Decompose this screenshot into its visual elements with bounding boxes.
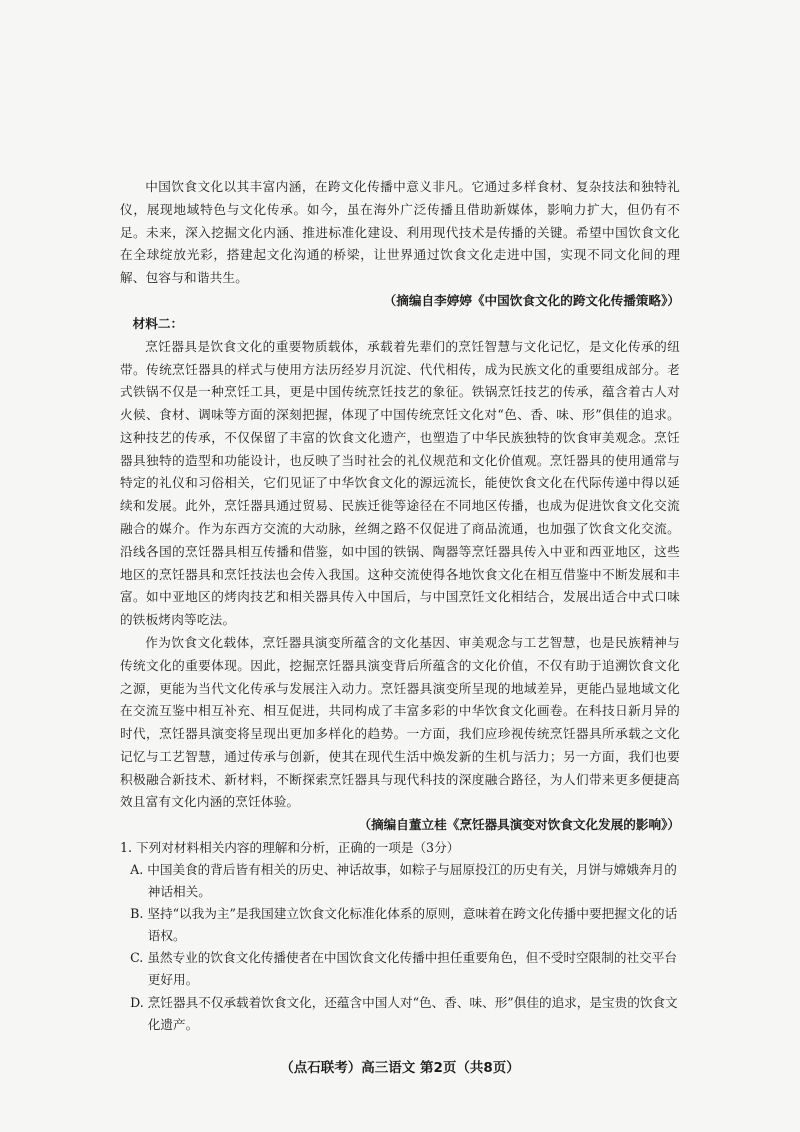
option-d[interactable]: D. 烹饪器具不仅承载着饮食文化，还蕴含中国人对“色、香、味、形”俱佳的追求，是宝贵的饮食文化遗产。: [130, 994, 678, 1032]
question-one-stem: 1. 下列对材料相关内容的理解和分析，正确的一项是（3分）: [120, 840, 460, 855]
option-a[interactable]: A. 中国美食的背后皆有相关的历史、神话故事，如粽子与屈原投江的历史有关，月饼与嫦娥奔月的神话相关。: [130, 862, 677, 900]
option-c[interactable]: C. 虽然专业的饮食文化传播使者在中国饮食文化传播中担任重要角色，但不受时空限制的社交平台更好用。: [130, 950, 677, 988]
passage-one-paragraph: 中国饮食文化以其丰富内涵，在跨文化传播中意义非凡。它通过多样食材、复杂技法和独特礼仪，展现地域特色与文化传承。如今，虽在海外广泛传播且借助新媒体，影响力扩大，但仍有不足。未来，深入挖掘文化内涵、推进标准化建设、利用现代技术是传播的关键。希望中国饮食文化在全球绽放光彩，搭建起文化沟通的桥梁，让世界通过饮食文化走进中国，实现不同文化间的理解、包容与和谐共生。: [120, 179, 680, 286]
passage-two-source: （摘编自董立桂《烹饪器具演变对饮食文化发展的影响》）: [358, 817, 680, 833]
passage-one-source: （摘编自李婷婷《中国饮食文化的跨文化传播策略》）: [383, 292, 680, 308]
material-two-label: 材料二：: [132, 316, 184, 331]
option-b[interactable]: B. 坚持“以我为主”是我国建立饮食文化标准化体系的原则，意味着在跨文化传播中要把握文化的话语权。: [130, 906, 678, 944]
page-footer: （点石联考）高三语文 第2页（共8页）: [280, 1060, 520, 1076]
passage-two-paragraph-1: 烹饪器具是饮食文化的重要物质载体，承载着先辈们的烹饪智慧与文化记忆，是文化传承的纽带。传统烹饪器具的样式与使用方法历经岁月沉淀、代代相传，成为民族文化的重要组成部分。老式铁锅不仅是一种烹饪工具，更是中国传统烹饪技艺的象征。铁锅烹饪技艺的传承，蕴含着古人对火候、食材、调味等方面的深刻把握，体现了中国传统烹饪文化对“色、香、味、形”俱佳的追求。这种技艺的传承，不仅保留了丰富的饮食文化遗产，也塑造了中华民族独特的饮食审美观念。烹饪器具独特的造型和功能设计，也反映了当时社会的礼仪规范和文化价值观。烹饪器具的使用通常与特定的礼仪和习俗相关，它们见证了中华饮食文化的源远流长，能使饮食文化在代际传递中得以延续和发展。此外，烹饪器具通过贸易、民族迁徙等途径在不同地区传播，也成为促进饮食文化交流融合的媒介。作为东西方交流的大动脉，丝绸之路不仅促进了商品流通，也加强了饮食文化交流。沿线各国的烹饪器具相互传播和借鉴，如中国的铁锅、陶器等烹饪器具传入中亚和西亚地区，这些地区的烹饪器具和烹饪技法也会传入我国。这种交流使得各地饮食文化在相互借鉴中不断发展和丰富。如中亚地区的烤肉技艺和相关器具传入中国后，与中国烹饪文化相结合，发展出适合中式口味的铁板烤肉等吃法。: [120, 338, 680, 628]
passage-two: [120, 313, 680, 837]
passage-one: [120, 176, 680, 313]
passage-two-paragraph-2: 作为饮食文化载体，烹饪器具演变所蕴含的文化基因、审美观念与工艺智慧，也是民族精神与传统文化的重要体现。因此，挖掘烹饪器具演变背后所蕴含的文化价值，不仅有助于追溯饮食文化之源，更能为当代文化传承与发展注入动力。烹饪器具演变所呈现的地域差异，更能凸显地域文化在交流互鉴中相互补充、相互促进，共同构成了丰富多彩的中华饮食文化画卷。在科技日新月异的时代，烹饪器具演变将呈现出更加多样化的趋势。一方面，我们应珍视传统烹饪器具所承载之文化记忆与工艺智慧，通过传承与创新，使其在现代生活中焕发新的生机与活力；另一方面，我们也要积极融合新技术、新材料，不断探索烹饪器具与现代科技的深度融合路径，为人们带来更多便捷高效且富有文化内涵的烹饪体验。: [120, 634, 680, 810]
question-one: [120, 837, 680, 1036]
